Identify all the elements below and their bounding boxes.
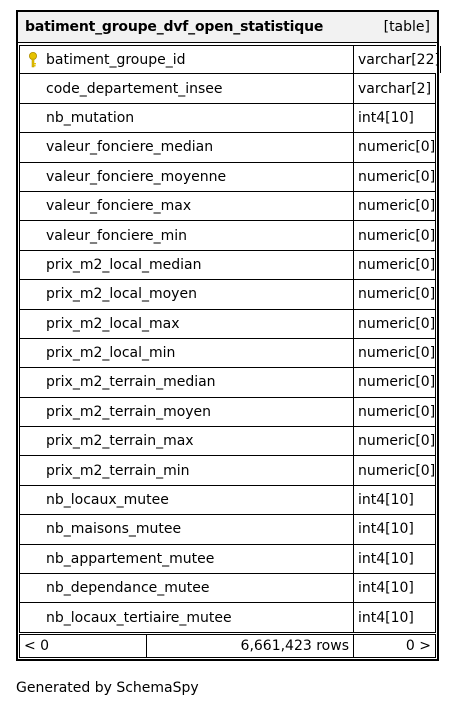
key-slot	[20, 398, 46, 426]
row-count: 6,661,423 rows	[147, 635, 354, 657]
column-name: prix_m2_terrain_max	[46, 433, 194, 450]
column-row	[19, 603, 436, 632]
column-row	[19, 192, 436, 221]
column-name-cell	[19, 46, 354, 73]
key-slot	[20, 574, 46, 602]
column-type: numeric[0]	[354, 427, 436, 455]
table-header	[18, 12, 437, 43]
column-row	[19, 74, 436, 103]
column-row	[19, 280, 436, 309]
key-slot	[20, 310, 46, 338]
key-slot	[20, 486, 46, 514]
parents-count: < 0	[20, 635, 147, 657]
column-name-cell	[19, 398, 354, 426]
column-name: prix_m2_terrain_moyen	[46, 403, 212, 420]
column-type: numeric[0]	[354, 398, 436, 426]
column-row	[19, 163, 436, 192]
column-row	[19, 486, 436, 515]
key-slot	[20, 368, 46, 396]
column-name-cell	[19, 574, 354, 602]
column-type: numeric[0]	[354, 163, 436, 191]
column-row	[19, 427, 436, 456]
key-slot	[20, 104, 46, 132]
column-name-cell	[19, 251, 354, 279]
column-name: nb_mutation	[46, 109, 135, 126]
column-name: valeur_fonciere_moyenne	[46, 168, 227, 185]
column-type: int4[10]	[354, 545, 436, 573]
column-row	[19, 574, 436, 603]
key-slot	[20, 133, 46, 161]
column-name: prix_m2_terrain_median	[46, 374, 216, 391]
column-name: nb_appartement_mutee	[46, 550, 215, 567]
column-name-cell	[19, 280, 354, 308]
key-slot	[20, 603, 46, 631]
key-slot	[20, 251, 46, 279]
column-type: numeric[0]	[354, 368, 436, 396]
column-name: valeur_fonciere_min	[46, 227, 188, 244]
column-name-cell	[19, 368, 354, 396]
table-kind-label: [table]	[383, 19, 430, 35]
column-name: nb_maisons_mutee	[46, 521, 182, 538]
column-type: int4[10]	[354, 574, 436, 602]
column-type: int4[10]	[354, 104, 436, 132]
column-name: nb_dependance_mutee	[46, 580, 210, 597]
column-type: numeric[0]	[354, 339, 436, 367]
column-name-cell	[19, 486, 354, 514]
column-name-cell	[19, 104, 354, 132]
column-name-cell	[19, 545, 354, 573]
column-name: prix_m2_local_moyen	[46, 286, 197, 303]
column-name-cell	[19, 603, 354, 631]
column-row	[19, 310, 436, 339]
column-type: int4[10]	[354, 603, 436, 631]
table-entity	[16, 10, 439, 661]
column-row	[19, 251, 436, 280]
children-count: 0 >	[405, 637, 431, 654]
column-type: varchar[2]	[354, 74, 436, 102]
column-row	[19, 133, 436, 162]
key-slot	[20, 163, 46, 191]
column-type: numeric[0]	[354, 310, 436, 338]
column-row	[19, 398, 436, 427]
key-slot	[20, 456, 46, 484]
column-name-cell	[19, 456, 354, 484]
column-row	[19, 545, 436, 574]
key-slot	[20, 515, 46, 543]
column-name-cell	[19, 427, 354, 455]
column-name: batiment_groupe_id	[46, 51, 186, 68]
key-slot	[20, 221, 46, 249]
column-row	[19, 456, 436, 485]
column-name-cell	[19, 192, 354, 220]
column-name: code_departement_insee	[46, 80, 223, 97]
column-row	[19, 104, 436, 133]
column-name-cell	[19, 221, 354, 249]
column-name: nb_locaux_mutee	[46, 492, 169, 509]
column-name: prix_m2_local_min	[46, 345, 176, 362]
column-name: prix_m2_local_max	[46, 315, 180, 332]
column-name-cell	[19, 163, 354, 191]
column-name-cell	[19, 133, 354, 161]
column-type: numeric[0]	[354, 133, 436, 161]
column-name: valeur_fonciere_max	[46, 198, 192, 215]
key-slot	[20, 192, 46, 220]
column-list	[18, 43, 440, 633]
key-slot	[20, 427, 46, 455]
table-name: batiment_groupe_dvf_open_statistique	[25, 19, 324, 35]
column-row	[19, 221, 436, 250]
column-type: numeric[0]	[354, 221, 436, 249]
column-row	[19, 515, 436, 544]
column-type: int4[10]	[354, 486, 436, 514]
key-slot	[20, 339, 46, 367]
column-type: numeric[0]	[354, 251, 436, 279]
column-type: varchar[22]	[354, 46, 441, 73]
column-name: nb_locaux_tertiaire_mutee	[46, 609, 232, 626]
column-name: valeur_fonciere_median	[46, 139, 214, 156]
column-name: prix_m2_terrain_min	[46, 462, 190, 479]
column-type: numeric[0]	[354, 280, 436, 308]
column-row	[19, 45, 440, 74]
key-slot	[20, 545, 46, 573]
column-type: numeric[0]	[354, 456, 436, 484]
key-slot	[20, 74, 46, 102]
column-name-cell	[19, 515, 354, 543]
column-name-cell	[19, 310, 354, 338]
column-type: int4[10]	[354, 515, 436, 543]
table-footer	[19, 634, 436, 658]
column-name: prix_m2_local_median	[46, 256, 202, 273]
column-row	[19, 339, 436, 368]
key-slot	[20, 280, 46, 308]
column-name-cell	[19, 74, 354, 102]
column-name-cell	[19, 339, 354, 367]
column-row	[19, 368, 436, 397]
column-type: numeric[0]	[354, 192, 436, 220]
key-icon	[20, 46, 46, 73]
generated-by-text: Generated by SchemaSpy	[16, 680, 199, 696]
